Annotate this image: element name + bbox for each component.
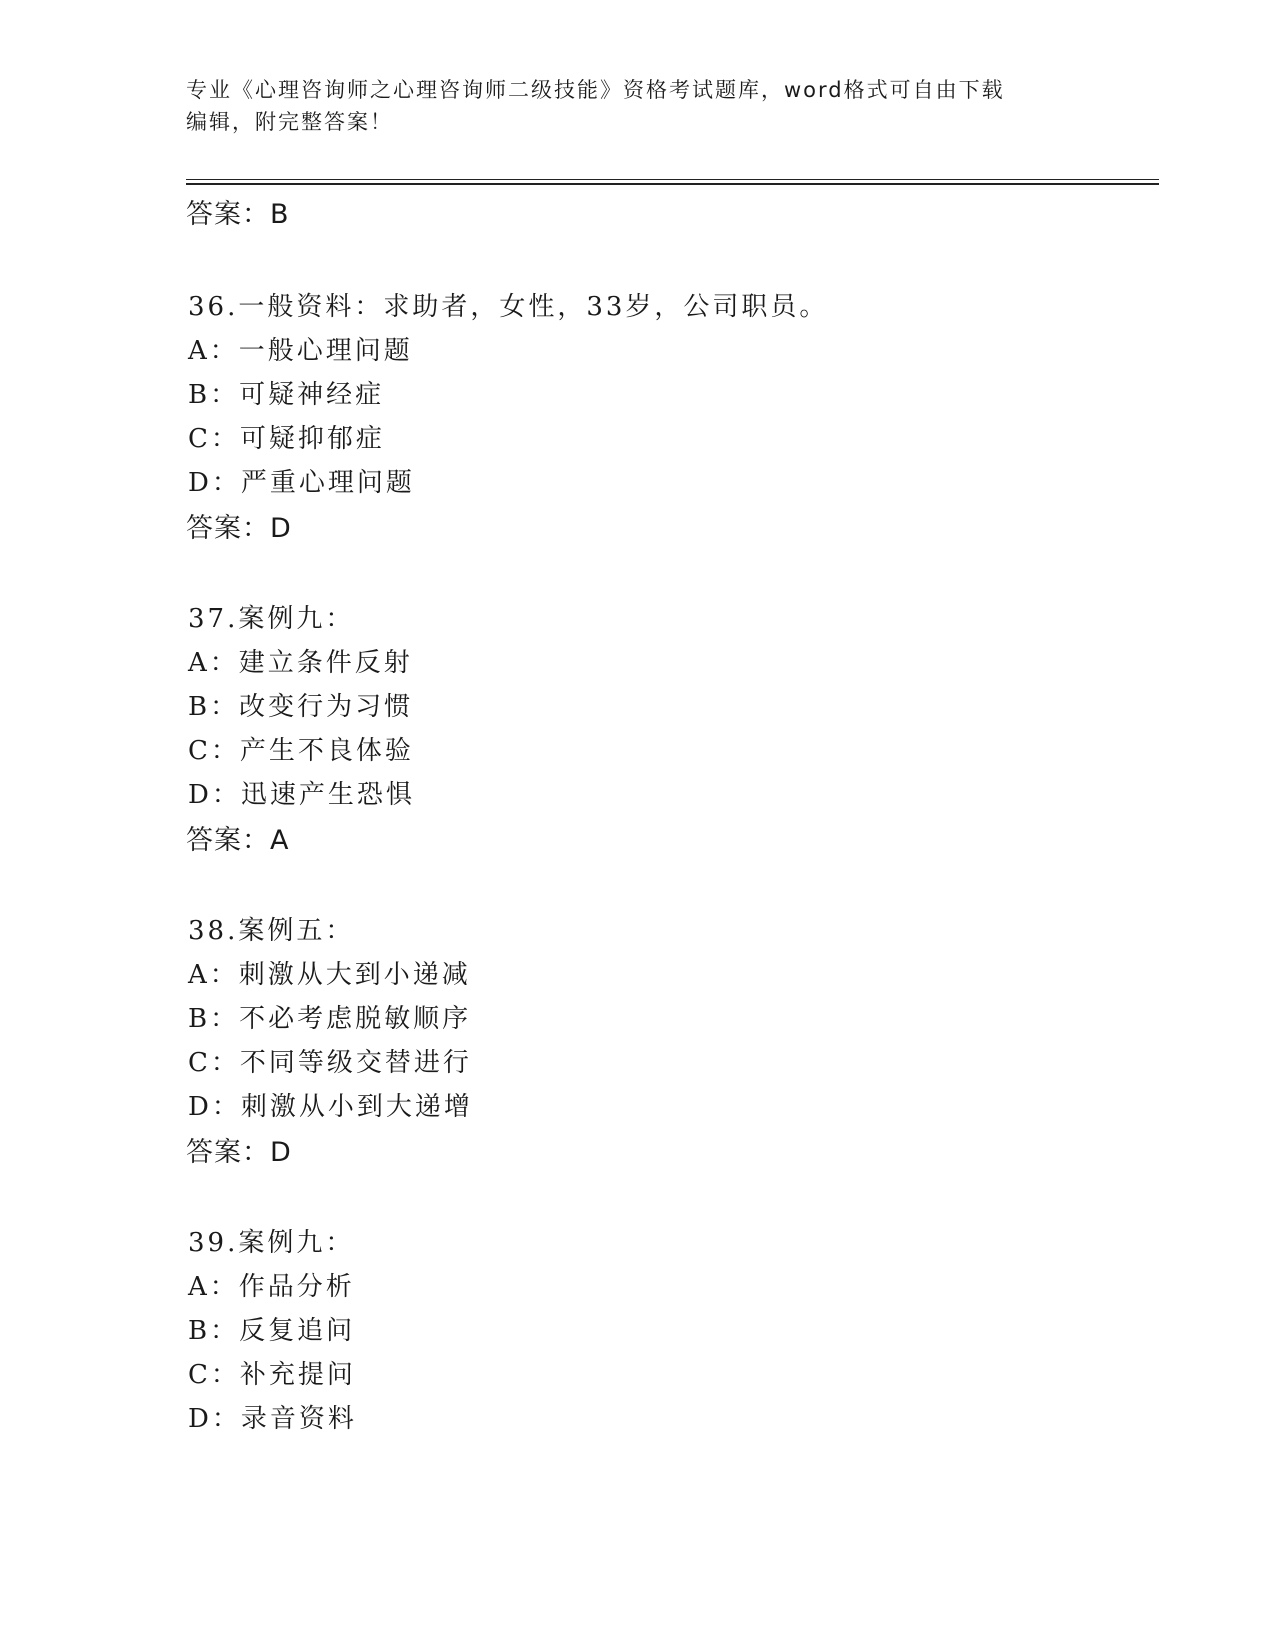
question-36-option-d: D：严重心理问题	[188, 468, 415, 498]
question-37-option-b: B：改变行为习惯	[188, 692, 414, 722]
question-38-option-c: C：不同等级交替进行	[188, 1048, 472, 1078]
document-header	[186, 74, 1086, 138]
header-line-1: 专业《心理咨询师之心理咨询师二级技能》资格考试题库，word格式可自由下载	[186, 78, 1005, 102]
question-39-option-a: A：作品分析	[188, 1272, 355, 1302]
question-37-answer: 答案：A	[186, 825, 290, 856]
question-38-stem: 38.案例五：	[188, 916, 355, 946]
question-37-stem: 37.案例九：	[188, 604, 355, 634]
question-37-option-d: D：迅速产生恐惧	[188, 780, 415, 810]
question-38-option-b: B：不必考虑脱敏顺序	[188, 1004, 472, 1034]
question-39-option-c: C：补充提问	[188, 1360, 356, 1390]
question-36-option-b: B：可疑神经症	[188, 380, 385, 410]
question-36-answer: 答案：D	[186, 513, 292, 544]
question-36-option-a: A：一般心理问题	[188, 336, 413, 366]
header-divider-top	[186, 179, 1159, 180]
question-37-option-c: C：产生不良体验	[188, 736, 414, 766]
header-divider-bottom	[186, 183, 1159, 185]
question-38-option-d: D：刺激从小到大递增	[188, 1092, 473, 1122]
question-38-option-a: A：刺激从大到小递减	[188, 960, 471, 990]
question-36-stem: 36.一般资料：求助者，女性，33岁，公司职员。	[188, 292, 829, 322]
header-line-2: 编辑，附完整答案！	[186, 110, 393, 134]
question-39-option-b: B：反复追问	[188, 1316, 356, 1346]
question-37-option-a: A：建立条件反射	[188, 648, 413, 678]
answer-prev: 答案：B	[186, 199, 290, 230]
question-39-stem: 39.案例九：	[188, 1228, 355, 1258]
question-38-answer: 答案：D	[186, 1137, 292, 1168]
question-39-option-d: D：录音资料	[188, 1404, 357, 1434]
question-36-option-c: C：可疑抑郁症	[188, 424, 385, 454]
